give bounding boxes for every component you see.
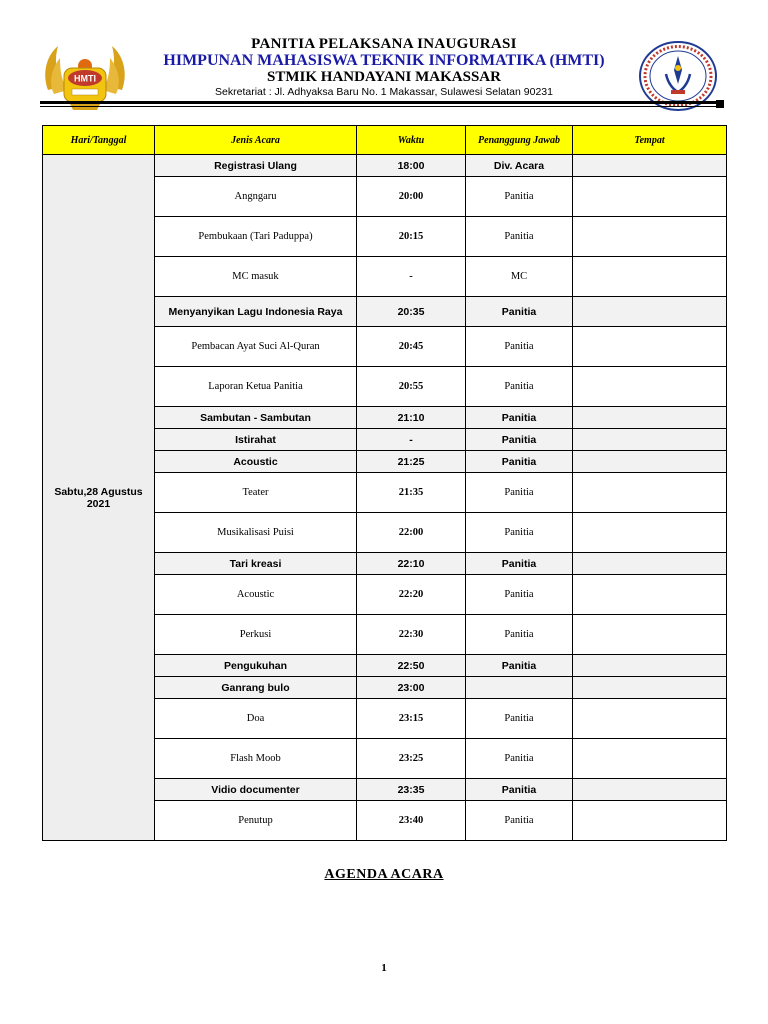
column-header-time: Waktu xyxy=(357,126,466,155)
agenda-table xyxy=(42,125,727,841)
campus-name: STMIK HANDAYANI MAKASSAR xyxy=(267,69,501,85)
event-cell: Angngaru xyxy=(155,177,357,217)
committee-name: PANITIA PELAKSANA INAUGURASI xyxy=(251,36,517,52)
time-cell: 23:35 xyxy=(357,779,466,801)
event-cell: Menyanyikan Lagu Indonesia Raya xyxy=(155,297,357,327)
time-cell: 20:55 xyxy=(357,367,466,407)
column-header-date: Hari/Tanggal xyxy=(43,126,155,155)
responsible-cell: Panitia xyxy=(466,553,573,575)
responsible-cell xyxy=(466,677,573,699)
responsible-cell: Panitia xyxy=(466,615,573,655)
svg-text:HMTI: HMTI xyxy=(74,73,96,84)
event-cell: Perkusi xyxy=(155,615,357,655)
agenda-table-body xyxy=(43,155,727,841)
event-cell: Pembukaan (Tari Paduppa) xyxy=(155,217,357,257)
event-cell: Musikalisasi Puisi xyxy=(155,513,357,553)
time-cell: 23:25 xyxy=(357,739,466,779)
page-number: 1 xyxy=(381,962,387,974)
event-cell: Teater xyxy=(155,473,357,513)
time-cell: 23:15 xyxy=(357,699,466,739)
venue-cell xyxy=(573,553,727,575)
venue-cell xyxy=(573,297,727,327)
responsible-cell: Div. Acara xyxy=(466,155,573,177)
venue-cell xyxy=(573,779,727,801)
document-title: AGENDA ACARA xyxy=(324,867,444,882)
responsible-cell: Panitia xyxy=(466,473,573,513)
letterhead xyxy=(0,0,768,120)
responsible-cell: Panitia xyxy=(466,327,573,367)
venue-cell xyxy=(573,655,727,677)
time-cell: - xyxy=(357,429,466,451)
time-cell: 23:00 xyxy=(357,677,466,699)
venue-cell xyxy=(573,367,727,407)
responsible-cell: Panitia xyxy=(466,451,573,473)
event-cell: Pengukuhan xyxy=(155,655,357,677)
event-cell: Registrasi Ulang xyxy=(155,155,357,177)
venue-cell xyxy=(573,677,727,699)
event-cell: Acoustic xyxy=(155,575,357,615)
responsible-cell: Panitia xyxy=(466,801,573,841)
time-cell: 18:00 xyxy=(357,155,466,177)
responsible-cell: Panitia xyxy=(466,177,573,217)
venue-cell xyxy=(573,615,727,655)
time-cell: 20:45 xyxy=(357,327,466,367)
header-divider-thin xyxy=(40,106,718,107)
responsible-cell: Panitia xyxy=(466,513,573,553)
event-cell: Ganrang bulo xyxy=(155,677,357,699)
time-cell: 20:15 xyxy=(357,217,466,257)
table-row xyxy=(43,155,727,177)
event-cell: Penutup xyxy=(155,801,357,841)
venue-cell xyxy=(573,217,727,257)
venue-cell xyxy=(573,575,727,615)
header-divider-end xyxy=(716,100,724,108)
venue-cell xyxy=(573,327,727,367)
event-cell: Pembacan Ayat Suci Al-Quran xyxy=(155,327,357,367)
time-cell: 22:30 xyxy=(357,615,466,655)
time-cell: - xyxy=(357,257,466,297)
venue-cell xyxy=(573,451,727,473)
event-cell: Sambutan - Sambutan xyxy=(155,407,357,429)
time-cell: 20:35 xyxy=(357,297,466,327)
column-header-event: Jenis Acara xyxy=(155,126,357,155)
event-cell: Laporan Ketua Panitia xyxy=(155,367,357,407)
responsible-cell: Panitia xyxy=(466,699,573,739)
responsible-cell: Panitia xyxy=(466,367,573,407)
header-divider-thick xyxy=(40,101,718,104)
event-cell: Vidio documenter xyxy=(155,779,357,801)
association-name: HIMPUNAN MAHASISWA TEKNIK INFORMATIKA (HMTI) xyxy=(163,52,605,69)
time-cell: 22:20 xyxy=(357,575,466,615)
event-cell: Doa xyxy=(155,699,357,739)
responsible-cell: Panitia xyxy=(466,779,573,801)
time-cell: 21:10 xyxy=(357,407,466,429)
time-cell: 22:10 xyxy=(357,553,466,575)
event-cell: Istirahat xyxy=(155,429,357,451)
table-header-row xyxy=(43,126,727,155)
time-cell: 22:00 xyxy=(357,513,466,553)
time-cell: 22:50 xyxy=(357,655,466,677)
venue-cell xyxy=(573,257,727,297)
venue-cell xyxy=(573,699,727,739)
venue-cell xyxy=(573,429,727,451)
time-cell: 20:00 xyxy=(357,177,466,217)
venue-cell xyxy=(573,739,727,779)
venue-cell xyxy=(573,407,727,429)
time-cell: 21:35 xyxy=(357,473,466,513)
venue-cell xyxy=(573,155,727,177)
time-cell: 23:40 xyxy=(357,801,466,841)
responsible-cell: Panitia xyxy=(466,217,573,257)
venue-cell xyxy=(573,513,727,553)
responsible-cell: MC xyxy=(466,257,573,297)
responsible-cell: Panitia xyxy=(466,739,573,779)
event-cell: Flash Moob xyxy=(155,739,357,779)
responsible-cell: Panitia xyxy=(466,575,573,615)
responsible-cell: Panitia xyxy=(466,407,573,429)
day-date-cell: Sabtu,28 Agustus 2021 xyxy=(43,155,155,841)
event-cell: Tari kreasi xyxy=(155,553,357,575)
venue-cell xyxy=(573,177,727,217)
venue-cell xyxy=(573,801,727,841)
responsible-cell: Panitia xyxy=(466,429,573,451)
venue-cell xyxy=(573,473,727,513)
time-cell: 21:25 xyxy=(357,451,466,473)
responsible-cell: Panitia xyxy=(466,655,573,677)
column-header-responsible: Penanggung Jawab xyxy=(466,126,573,155)
event-cell: MC masuk xyxy=(155,257,357,297)
column-header-venue: Tempat xyxy=(573,126,727,155)
event-cell: Acoustic xyxy=(155,451,357,473)
responsible-cell: Panitia xyxy=(466,297,573,327)
secretariat-address: Sekretariat : Jl. Adhyaksa Baru No. 1 Makassar, Sulawesi Selatan 90231 xyxy=(215,86,553,98)
